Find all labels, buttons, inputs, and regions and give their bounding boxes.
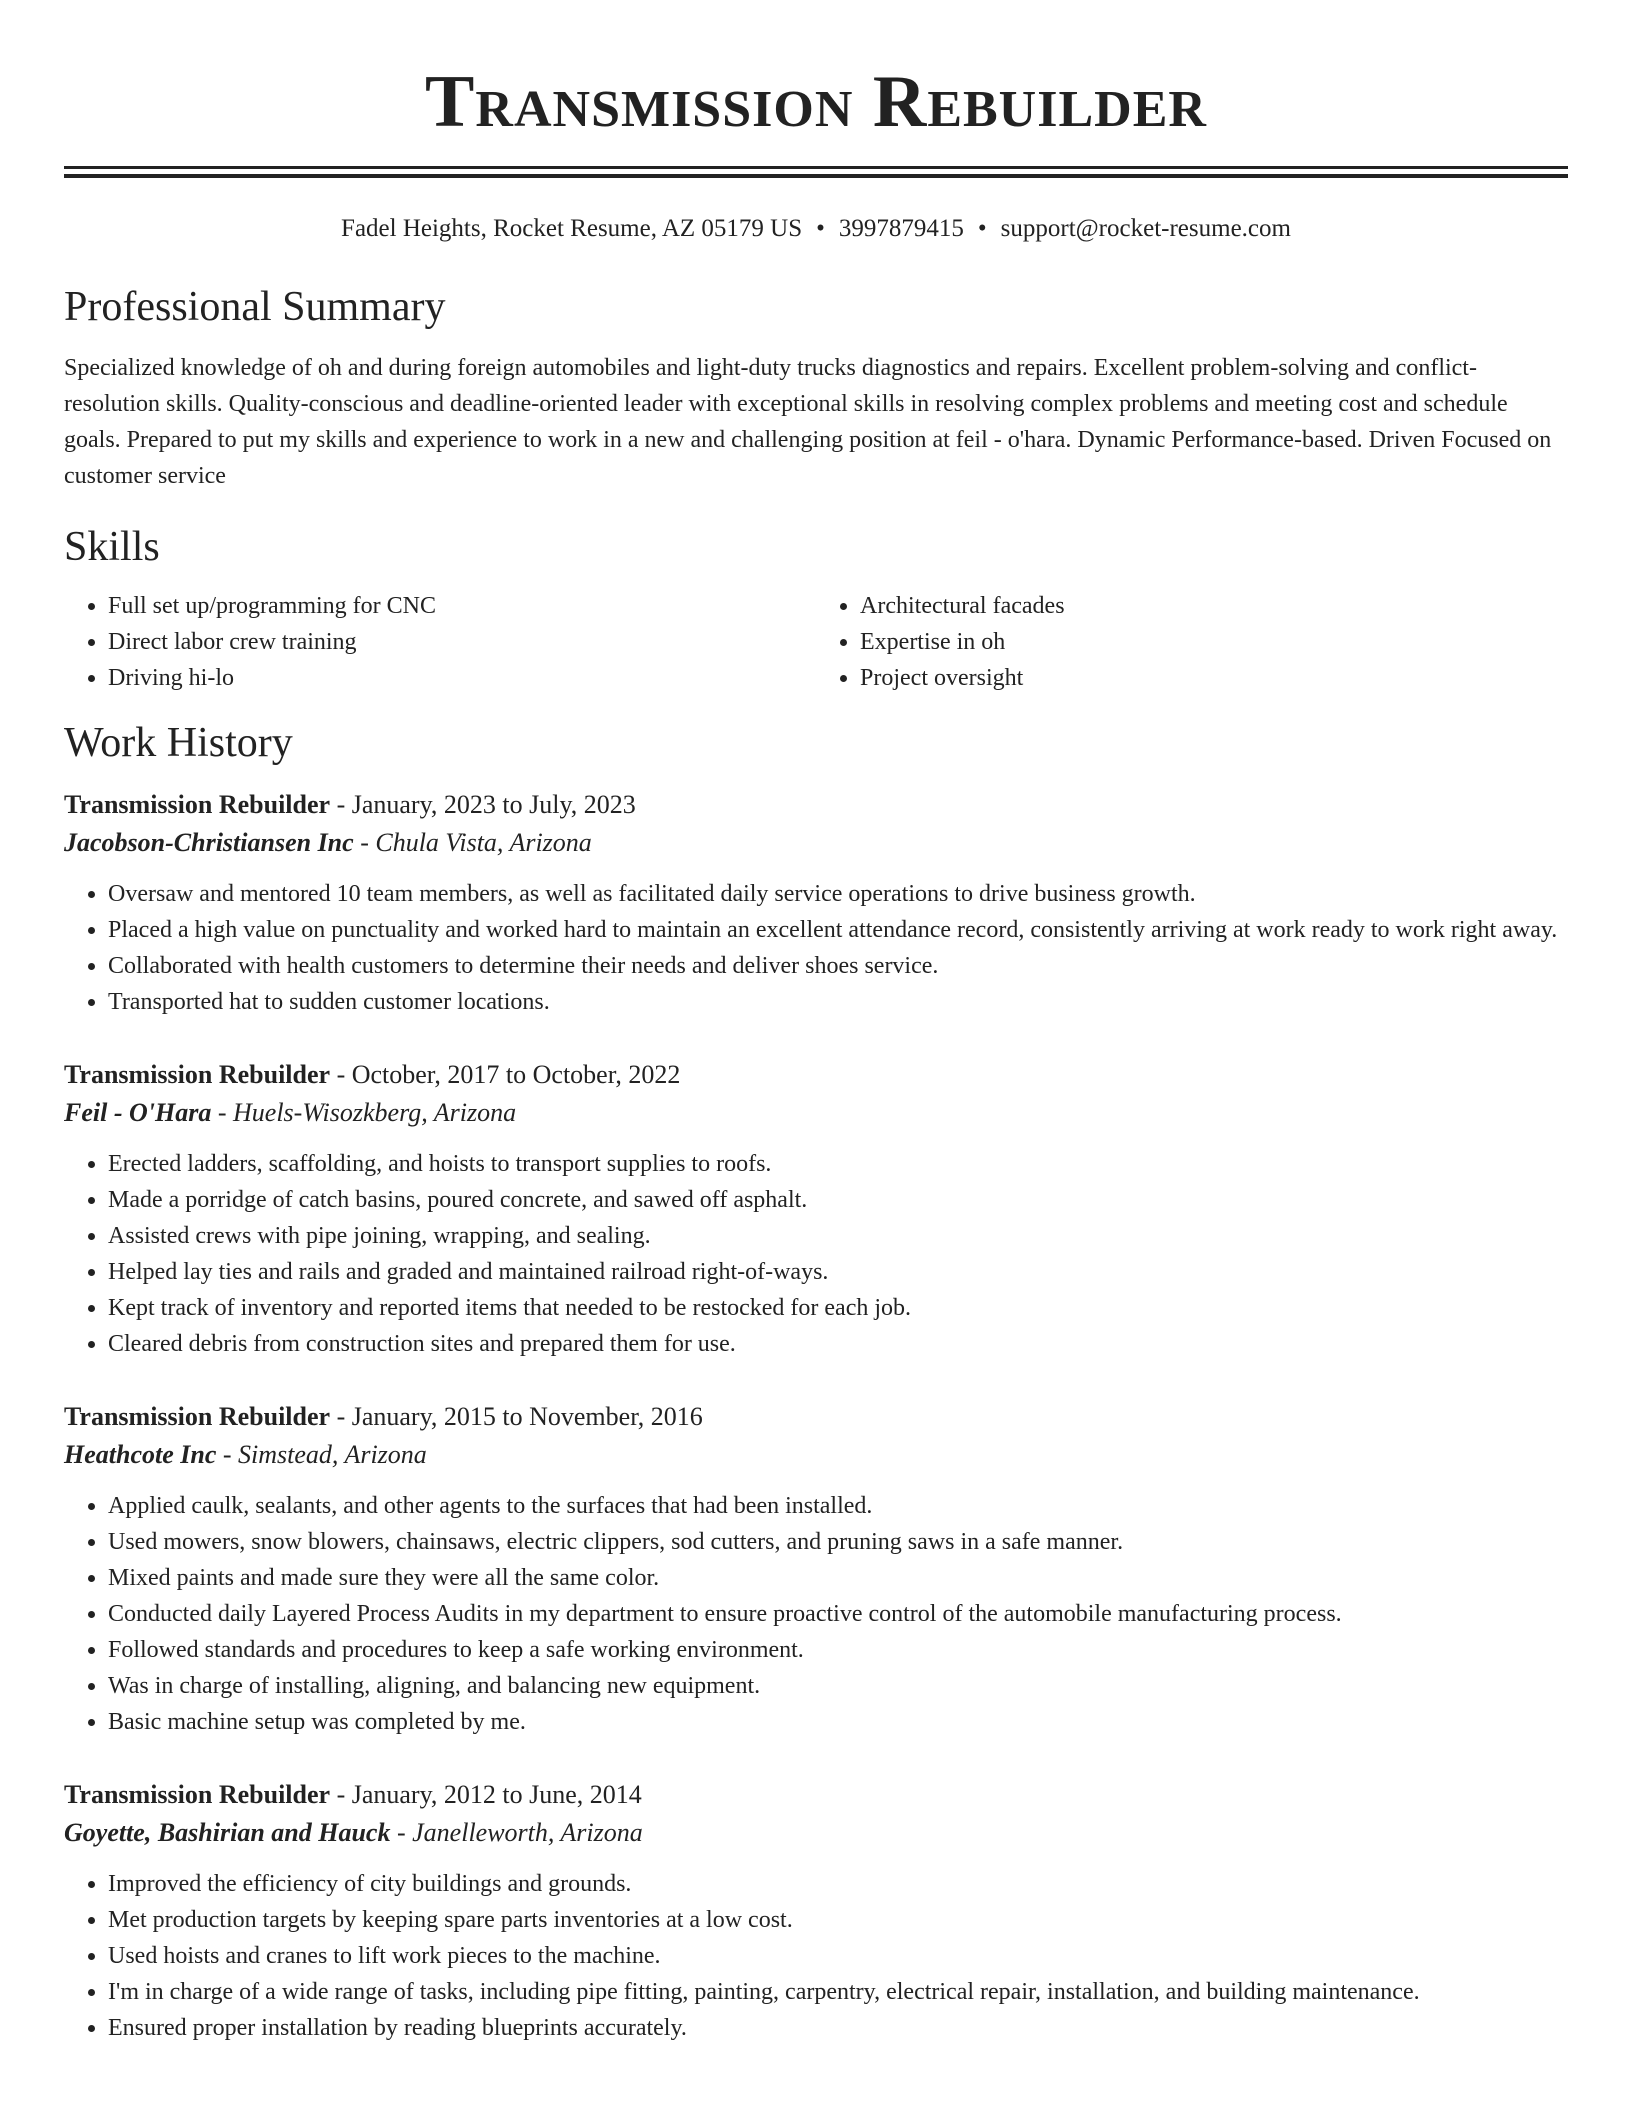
skill-item: • Architectural facades: [860, 588, 1568, 624]
skill-item: • Full set up/programming for CNC: [108, 588, 816, 624]
job-bullet: • Basic machine setup was completed by me.: [108, 1704, 1568, 1740]
summary-section: [64, 282, 1568, 494]
job-bullets: [64, 1488, 1568, 1740]
separator-dot: •: [816, 215, 825, 242]
job-bullet: • Transported hat to sudden customer locations.: [108, 984, 1568, 1020]
job-bullet: • Placed a high value on punctuality and worked hard to maintain an excellent attendance record, consistently arriving at work ready to work right away.: [108, 912, 1568, 948]
job-title: Transmission Rebuilder: [64, 790, 331, 819]
job-title: Transmission Rebuilder: [64, 1402, 331, 1431]
contact-address: Fadel Heights, Rocket Resume, AZ 05179 US: [341, 215, 803, 242]
job-company-line: [64, 1094, 1568, 1132]
contact-phone: 3997879415: [838, 215, 964, 242]
job-bullet: • Used mowers, snow blowers, chainsaws, electric clippers, sod cutters, and pruning saws in a safe manner.: [108, 1524, 1568, 1560]
job-dates: - January, 2023 to July, 2023: [330, 790, 636, 819]
job-bullet: • Mixed paints and made sure they were all the same color.: [108, 1560, 1568, 1596]
job-bullet: • Met production targets by keeping spare parts inventories at a low cost.: [108, 1902, 1568, 1938]
skills-list-right: [816, 588, 1568, 696]
contact-line: [64, 214, 1568, 244]
job-bullet: • Made a porridge of catch basins, poured concrete, and sawed off asphalt.: [108, 1182, 1568, 1218]
skills-section: [64, 522, 1568, 696]
skill-item: • Driving hi-lo: [108, 660, 816, 696]
job-bullet: • Improved the efficiency of city buildings and grounds.: [108, 1866, 1568, 1902]
header-rule-top: [64, 166, 1568, 169]
job-entry: [64, 786, 1568, 1020]
job-title: Transmission Rebuilder: [64, 1780, 331, 1809]
job-company-line: [64, 1814, 1568, 1852]
candidate-name: Transmission Rebuilder: [425, 61, 1207, 143]
job-location: - Janelleworth, Arizona: [390, 1818, 643, 1847]
header-rule-bottom: [64, 174, 1568, 178]
job-bullets: [64, 876, 1568, 1020]
skill-item: • Expertise in oh: [860, 624, 1568, 660]
job-bullet: • Conducted daily Layered Process Audits in my department to ensure proactive control of the automobile manufacturing process.: [108, 1596, 1568, 1632]
job-location: - Simstead, Arizona: [216, 1440, 427, 1469]
job-company-line: [64, 1436, 1568, 1474]
job-bullet: • Erected ladders, scaffolding, and hoists to transport supplies to roofs.: [108, 1146, 1568, 1182]
job-company: Goyette, Bashirian and Hauck: [64, 1818, 391, 1847]
job-bullet: • I'm in charge of a wide range of tasks, including pipe fitting, painting, carpentry, electrical repair, installation, and building maintenance.: [108, 1974, 1568, 2010]
skill-item: • Direct labor crew training: [108, 624, 816, 660]
skills-list-left: [64, 588, 816, 696]
job-company: Heathcote Inc: [64, 1440, 217, 1469]
summary-heading: Professional Summary: [64, 284, 446, 330]
job-title: Transmission Rebuilder: [64, 1060, 331, 1089]
job-title-line: [64, 786, 1568, 824]
job-bullet: • Collaborated with health customers to determine their needs and deliver shoes service.: [108, 948, 1568, 984]
job-entry: [64, 1056, 1568, 1362]
job-bullet: • Applied caulk, sealants, and other agents to the surfaces that had been installed.: [108, 1488, 1568, 1524]
job-entry: [64, 1776, 1568, 2046]
job-company: Feil - O'Hara: [64, 1098, 212, 1127]
job-bullets: [64, 1146, 1568, 1362]
job-location: - Chula Vista, Arizona: [353, 828, 592, 857]
job-bullet: • Helped lay ties and rails and graded and maintained railroad right-of-ways.: [108, 1254, 1568, 1290]
job-bullet: • Oversaw and mentored 10 team members, as well as facilitated daily service operations to drive business growth.: [108, 876, 1568, 912]
job-bullet: • Kept track of inventory and reported items that needed to be restocked for each job.: [108, 1290, 1568, 1326]
skills-columns: [64, 588, 1568, 696]
job-title-line: [64, 1056, 1568, 1094]
separator-dot: •: [977, 215, 987, 242]
job-bullet: • Ensured proper installation by reading blueprints accurately.: [108, 2010, 1568, 2046]
job-dates: - January, 2012 to June, 2014: [330, 1780, 642, 1809]
skill-item: • Project oversight: [860, 660, 1568, 696]
job-bullet: • Was in charge of installing, aligning, and balancing new equipment.: [108, 1668, 1568, 1704]
job-bullet: • Used hoists and cranes to lift work pieces to the machine.: [108, 1938, 1568, 1974]
job-title-line: [64, 1776, 1568, 1814]
work-history-heading: Work History: [64, 720, 293, 766]
job-bullet: • Followed standards and procedures to keep a safe working environment.: [108, 1632, 1568, 1668]
job-company-line: [64, 824, 1568, 862]
job-title-line: [64, 1398, 1568, 1436]
work-history-section: [64, 718, 1568, 2046]
job-bullet: • Cleared debris from construction sites and prepared them for use.: [108, 1326, 1568, 1362]
job-entry: [64, 1398, 1568, 1740]
summary-text: Specialized knowledge of oh and during foreign automobiles and light-duty trucks diagnostics and repairs. Excellent problem-solving and conflict-resolution skills. Quality-conscious and deadline-oriented leader with exceptional skills in resolving complex problems and meeting cost and schedule goals. Prepared to put my skills and experience to work in a new and challenging position at feil - o'hara. Dynamic Performance-based. Driven Focused on customer service: [64, 355, 1552, 489]
job-company: Jacobson-Christiansen Inc: [64, 828, 354, 857]
contact-email: support@rocket-resume.com: [1000, 215, 1291, 242]
skills-heading: Skills: [64, 524, 160, 570]
job-bullets: [64, 1866, 1568, 2046]
job-location: - Huels-Wisozkberg, Arizona: [211, 1098, 517, 1127]
job-bullet: • Assisted crews with pipe joining, wrapping, and sealing.: [108, 1218, 1568, 1254]
job-dates: - January, 2015 to November, 2016: [330, 1402, 703, 1431]
job-dates: - October, 2017 to October, 2022: [330, 1060, 681, 1089]
